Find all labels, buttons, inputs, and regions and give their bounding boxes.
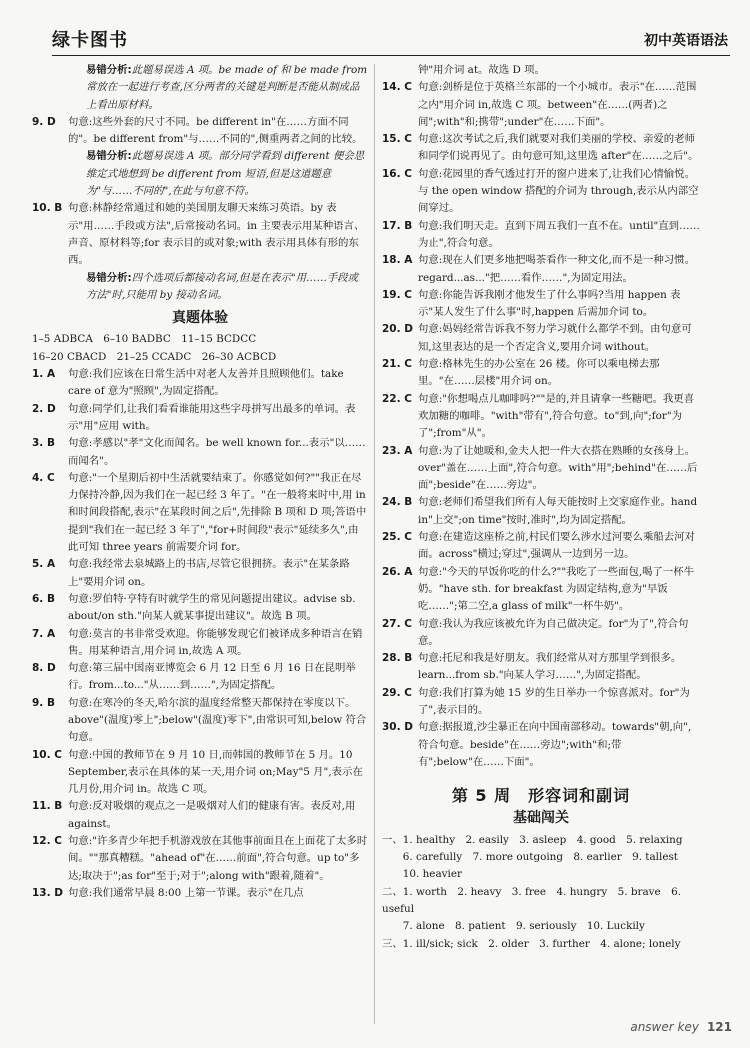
answer-number: 28. B: [382, 652, 413, 665]
page-header: [0, 0, 750, 62]
answer-item: [382, 287, 700, 322]
answer-number: 18. A: [382, 254, 413, 267]
answer-explanation: 句意:现在人们更多地把喝茶看作一种文化,而不是一种习惯。regard...as..."把……看作……",为固定用法。: [418, 254, 695, 284]
answer-number: 20. D: [382, 323, 413, 336]
answer-item: [382, 494, 700, 529]
answer-number: 10. C: [32, 748, 62, 761]
error-analysis: [32, 62, 368, 114]
answer-number: 11. B: [32, 800, 63, 813]
answer-item: [382, 529, 700, 564]
continued-text: 钟"用介词 at。故选 D 项。: [418, 64, 545, 76]
answer-item: [382, 218, 700, 253]
brand-logo: 绿卡图书: [52, 30, 128, 51]
answer-number: 2. D: [32, 402, 56, 415]
answer-item: [32, 556, 368, 591]
answer-explanation: 句意:据报道,沙尘暴正在向中国南部移动。towards"朝,向",符合句意。beside"在……旁边";with"和;带有";below"在……下面"。: [418, 721, 692, 768]
answer-item: [382, 685, 700, 720]
answer-number: 17. B: [382, 219, 413, 232]
answer-item: [32, 591, 368, 626]
answer-number: 1. A: [32, 368, 56, 381]
answer-item: [382, 719, 700, 771]
answer-item: [32, 695, 368, 747]
answer-explanation: 句意:"今天的早饭你吃的什么?""我吃了一些面包,喝了一杯牛奶。"have sth. for breakfast 为固定结构,意为"早饭吃……";第二空,a glass of milk"一杯牛奶"。: [418, 565, 695, 613]
answer-line: 7. alone 8. patient 9. seriously 10. Luckily: [382, 920, 645, 933]
answer-item: [32, 885, 368, 902]
answer-explanation: 句意:我认为我应该被允许为自己做决定。for"为了",符合句意。: [418, 617, 689, 647]
answer-explanation: 句意:我们应该在日常生活中对老人友善并且照顾他们。take care of 意为"照顾",为固定搭配。: [68, 368, 344, 398]
answer-explanation: 句意:剑桥是位于英格兰东部的一个小城市。表示"在……范围之内"用介词 in,故选 C 项。between"在……(两者)之间";with"和;携带";under"在……下面"。: [418, 81, 697, 128]
answer-item: [382, 650, 700, 685]
answer-explanation: 句意:同学们,让我们看看谁能用这些字母拼写出最多的单词。表示"用"应用 with。: [68, 402, 356, 432]
answer-item: [382, 131, 700, 166]
header-rule: [52, 55, 730, 56]
answer-item: [382, 356, 700, 391]
answer-item: [32, 798, 368, 833]
answer-explanation: 句意:我们明天走。直到下周五我们一直不在。until"直到……为止",符合句意。: [418, 219, 700, 249]
answer-line: 6. carefully 7. more outgoing 8. earlier 9. tallest: [382, 851, 678, 864]
answer-explanation: 句意:"一个星期后初中生活就要结束了。你感觉如何?""我正在尽力保持冷静,因为我们在一起已经 3 年了。"在一般将来时中,用 in 和时间段搭配,表示"在某段时间之后",先排除 B 项和 D 项;答语中提到"我们在一起已经 3 年了","for+时间段"表示"延续多久",由此可知 three years 前需要介词 for。: [68, 471, 367, 554]
answer-number: 26. A: [382, 565, 413, 578]
answer-explanation: 句意:我经常去泉城路上的书店,尽管它很拥挤。表示"在某条路上"要用介词 on。: [68, 558, 350, 588]
page-footer: [630, 1020, 732, 1034]
answer-explanation: 句意:反对吸烟的观点之一是吸烟对人们的健康有害。表反对,用 against。: [68, 800, 356, 830]
right-column: [382, 62, 700, 953]
answer-explanation: 句意:"许多青少年把手机游戏放在其他事前面且在上面花了太多时间。""那真糟糕。"ahead of"在……前面",符合句意。up to"多达;取决于";as for"至于;对于";along with"跟着,随着"。: [68, 835, 368, 882]
answer-number: 10. B: [32, 202, 63, 215]
answer-item: [32, 114, 368, 149]
error-analysis: [32, 148, 368, 200]
section-heading: 基础闯关: [513, 810, 569, 827]
answer-explanation: 句意:托尼和我是好朋友。我们经常从对方那里学到很多。learn...from sb."向某人学习……",为固定搭配。: [418, 652, 682, 682]
answer-number: 7. A: [32, 627, 56, 640]
answer-item: [32, 626, 368, 661]
answer-line: 二、1. worth 2. heavy 3. free 4. hungry 5. brave 6. useful: [382, 885, 681, 915]
answer-number: 5. A: [32, 558, 56, 571]
answer-number: 6. B: [32, 592, 55, 605]
answer-explanation: 句意:格林先生的办公室在 26 楼。你可以乘电梯去那里。"在……层楼"用介词 on。: [418, 358, 660, 388]
answer-explanation: 句意:"你想喝点儿咖啡吗?""是的,并且请拿一些糖吧。我更喜欢加糖的咖啡。"with"带有",符合句意。to"到,向";for"为了";from"从"。: [418, 392, 695, 440]
answer-number: 23. A: [382, 444, 413, 457]
error-analysis: [32, 270, 368, 305]
answer-explanation: 句意:第三届中国南亚博览会 6 月 12 日至 6 月 16 日在昆明举行。from...to..."从……到……",为固定搭配。: [68, 662, 356, 692]
book-title: 初中英语语法: [644, 33, 728, 49]
error-analysis-label: 易错分析:: [86, 64, 132, 76]
answer-explanation: 句意:这些外套的尺寸不同。be different in"在……方面不同的"。be different from"与……不同的",侧重两者之间的比较。: [68, 115, 363, 146]
answer-number: 21. C: [382, 358, 412, 371]
answer-explanation: 句意:我们通常早晨 8:00 上第一节课。表示"在几点: [68, 886, 304, 899]
answer-explanation: 句意:在寒冷的冬天,哈尔滨的温度经常整天都保持在零度以下。above"(温度)零上";below"(温度)零下",由常识可知,below 符合句意。: [68, 696, 367, 744]
answer-number: 15. C: [382, 133, 412, 146]
answer-explanation: 句意:孝感以"孝"文化而闻名。be well known for...表示"以……而闻名"。: [68, 437, 366, 467]
answer-line: 10. heavier: [382, 868, 462, 881]
answer-number: 8. D: [32, 662, 56, 675]
answer-explanation: 句意:在建造这座桥之前,村民们要么涉水过河要么乘船去河对面。across"横过;穿过",强调从一边到另一边。: [418, 531, 695, 561]
error-analysis-text: 四个选项后都接动名词,但是在表示"用……手段或方法"时,只能用 by 接动名词。: [86, 271, 359, 301]
answer-explanation: 句意:林静经常通过和她的美国朋友聊天来练习英语。by 表示"用……手段或方法",后常接动名词。in 主要表示用某种语言、声音、原材料等;for 表示目的或对象;with 表示用具体有形的东西。: [68, 202, 365, 267]
error-analysis-label: 易错分析:: [86, 150, 132, 163]
answer-explanation: 句意:你能告诉我刚才他发生了什么事吗?当用 happen 表示"某人发生了什么事"时,happen 后需加介词 to。: [418, 288, 681, 319]
answer-item: [382, 616, 700, 651]
answer-line: 1–5 ADBCA 6–10 BADBC 11–15 BCDCC: [32, 333, 257, 346]
answer-item: [32, 401, 368, 436]
answer-number: 12. C: [32, 835, 62, 848]
answer-number: 16. C: [382, 167, 412, 180]
answer-item: [382, 391, 700, 443]
answer-item: [382, 443, 700, 495]
answer-number: 9. B: [32, 696, 55, 709]
answer-item: [382, 564, 700, 616]
answer-number: 14. C: [382, 81, 412, 94]
answer-item: [382, 166, 700, 218]
answer-number: 13. D: [32, 886, 63, 899]
answer-item: [32, 366, 368, 401]
answer-item: [32, 833, 368, 885]
answer-explanation: 句意:妈妈经常告诉我不努力学习就什么都学不到。由句意可知,这里表达的是一个否定含义,要用介词 without。: [418, 323, 692, 353]
answer-line: 16–20 CBACD 21–25 CCADC 26–30 ACBCD: [32, 350, 277, 363]
answer-item: [32, 660, 368, 695]
answer-item: [32, 200, 368, 269]
answer-item: [32, 470, 368, 556]
footer-label: answer key: [630, 1020, 699, 1034]
answer-explanation: 句意:莫言的书非常受欢迎。你能够发现它们被译成多种语言在销售。用某种语言,用介词 in,故选 A 项。: [68, 627, 363, 657]
answer-item: [382, 252, 700, 287]
answer-explanation: 句意:中国的教师节在 9 月 10 日,而韩国的教师节在 5 月。10 September,表示在具体的某一天,用介词 on;May"5 月",表示在几月份,用介词 in。故选 C 项。: [68, 748, 363, 796]
answer-item: [382, 79, 700, 131]
answer-item: [32, 435, 368, 470]
answer-explanation: 句意:罗伯特·亨特有时就学生的常见问题提出建议。advise sb. about/on sth."向某人就某事提出建议"。故选 B 项。: [68, 592, 356, 623]
answer-line: 三、1. ill/sick; sick 2. older 3. further 4. alone; lonely: [382, 937, 681, 950]
section-heading: 真题体验: [172, 310, 228, 327]
answer-number: 27. C: [382, 617, 412, 630]
answer-item: [32, 747, 368, 799]
answer-number: 9. D: [32, 115, 56, 128]
answer-explanation: 句意:为了让她暖和,金夫人把一件大衣搭在熟睡的女孩身上。over"盖在……上面",符合句意。with"用";behind"在……后面";beside"在……旁边"。: [418, 444, 698, 492]
answer-explanation: 句意:花园里的香气透过打开的窗户进来了,让我们心情愉悦。与 the open window 搭配的介词为 through,表示从内部空间穿过。: [418, 167, 699, 215]
answer-number: 25. C: [382, 531, 412, 544]
answer-explanation: 句意:这次考试之后,我们就要对我们美丽的学校、亲爱的老师和同学们说再见了。由句意可知,这里选 after"在……之后"。: [418, 133, 699, 163]
error-analysis-label: 易错分析:: [86, 271, 132, 284]
left-column: [32, 62, 368, 902]
page-number: 121: [706, 1020, 732, 1034]
answer-number: 3. B: [32, 437, 55, 450]
answer-number: 4. C: [32, 471, 55, 484]
column-divider: [374, 64, 375, 1024]
answer-number: 24. B: [382, 496, 413, 509]
answer-number: 19. C: [382, 288, 412, 301]
answer-explanation: 句意:我们打算为她 15 岁的生日举办一个惊喜派对。for"为了",表示目的。: [418, 686, 690, 716]
answer-item: [382, 321, 700, 356]
error-analysis-text: 此题易误选 A 项。be made of 和 be made from 常放在一起进行考查,区分两者的关键是判断是否能从制成品上看出原材料。: [86, 64, 368, 111]
answer-explanation: 句意:老师们希望我们所有人每天能按时上交家庭作业。hand in"上交";on time"按时,准时",均为固定搭配。: [418, 496, 698, 526]
answer-line: 一、1. healthy 2. easily 3. asleep 4. good 5. relaxing: [382, 833, 683, 846]
answer-number: 22. C: [382, 392, 412, 405]
answer-number: 29. C: [382, 686, 412, 699]
error-analysis-text: 此题易误选 A 项。部分同学看到 different 便会思维定式地想到 be different from 短语,但是这道题意为"与……不同的",在此与句意不符。: [86, 150, 365, 198]
week-heading: 第 5 周 形容词和副词: [451, 786, 631, 806]
answer-number: 30. D: [382, 721, 413, 734]
